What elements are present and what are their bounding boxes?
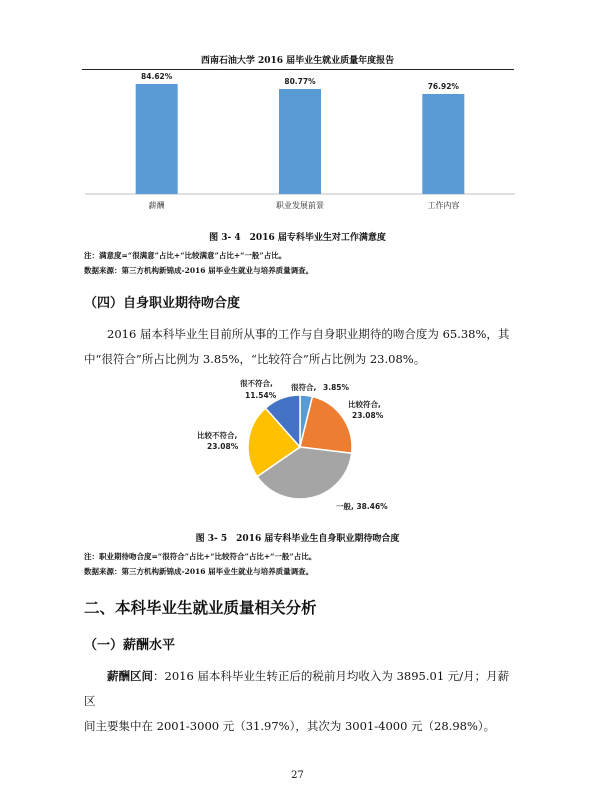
bar-category-label-3: 工作内容 [427,201,460,210]
subsection-one-heading: （一）薪酬水平 [84,638,176,653]
section-two-heading: 二、本科毕业生就业质量相关分析 [84,599,317,617]
bar-3 [422,94,464,194]
salary-line-2: 间主要集中在 2001-3000 元（31.97%），其次为 3001-4000 元（28.98%）。 [84,719,496,733]
figure-3-4-source: 数据来源：第三方机构新锦成-2016 届毕业生就业与培养质量调查。 [84,266,314,275]
figure-3-5-caption: 图 3- 5 2016 届专科毕业生自身职业期待吻合度 [195,534,400,544]
section-4-heading: （四）自身职业期待吻合度 [84,296,241,311]
pie-label-fairly-not: 比较不符合, [197,431,238,440]
page-number: 27 [291,770,304,781]
salary-line-1: 薪酬区间：2016 届本科毕业生转正后的税前月均收入为 3895.01 元/月；月薪区 [84,669,510,708]
pie-label-very-match: 很符合, [291,383,317,392]
salary-label: 薪酬区间 [107,669,153,683]
bar-2 [279,89,321,194]
pie-value-very-match: 3.85% [323,383,350,392]
figure-3-5-source: 数据来源：第三方机构新锦成-2016 届毕业生就业与培养质量调查。 [84,567,314,576]
pie-value-fairly-not: 23.08% [207,442,239,451]
section-4-line-1: 2016 届本科毕业生目前所从事的工作与自身职业期待的吻合度为 65.38%，其 [107,327,510,341]
bar-category-label-1: 薪酬 [148,201,165,210]
figure-3-4-caption: 图 3- 4 2016 届专科毕业生对工作满意度 [209,233,386,243]
pie-value-fairly-match: 23.08% [352,411,384,420]
section-4-line-2: 中“很符合”所占比例为 3.85%，“比较符合”所占比例为 23.08%。 [84,352,426,366]
pie-value-very-not: 11.54% [245,391,277,400]
figure-3-5-note: 注：职业期待吻合度=“很符合”占比+“比较符合”占比+“一般”占比。 [84,552,317,561]
bar-value-label-1: 84.62% [141,71,173,81]
section-4-paragraph [84,322,514,372]
pie-label-fairly-match: 比较符合, [348,400,381,409]
bar-value-label-2: 80.77% [284,76,316,86]
pie-label-very-not: 很不符合, [240,379,273,388]
bar-chart [85,72,515,210]
bar-value-label-3: 76.92% [427,82,459,92]
bar-1 [136,84,178,194]
bar-category-label-2: 职业发展前景 [276,201,324,210]
page-header: 西南石油大学 2016 届毕业生就业质量年度报告 [200,56,395,66]
pie-label-average: 一般, 38.46% [336,502,388,511]
pie-chart [248,395,352,499]
figure-3-4-note: 注：满意度=“很满意”占比+“比较满意”占比+“一般”占比。 [84,251,287,260]
salary-paragraph [84,664,514,739]
